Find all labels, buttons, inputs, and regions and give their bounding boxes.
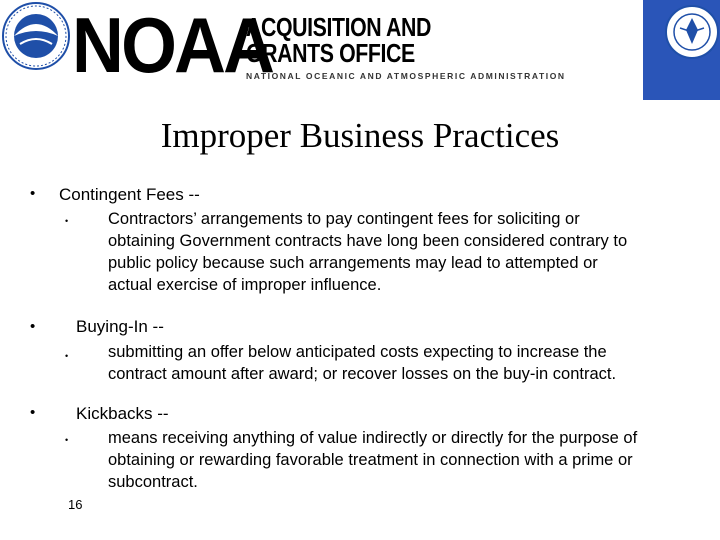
bullet-icon: • [30,185,36,202]
detail-line: subcontract. [108,473,198,491]
detail-line: Contractors’ arrangements to pay contingent fees for soliciting or [108,210,580,228]
detail-line: obtaining or rewarding favorable treatment in connection with a prime or [108,451,633,469]
org-subtitle: NATIONAL OCEANIC AND ATMOSPHERIC ADMINISTRATION [246,71,566,81]
sub-bullet-icon: • [65,435,69,445]
bullet-icon: • [30,318,36,335]
detail-line: contract amount after award; or recover losses on the buy-in contract. [108,365,617,383]
noaa-seal-icon [2,2,70,70]
org-name-line2: GRANTS OFFICE [246,38,415,68]
detail-line: submitting an offer below anticipated costs expecting to increase the [108,343,607,361]
slide-title: Improper Business Practices [160,116,560,155]
section-heading-buying-in: Buying-In -- [76,317,164,336]
header-banner [0,0,720,100]
noaa-logo-text: NOAA [72,1,273,89]
detail-line: public policy because such arrangements may lead to attempted or [108,254,598,272]
commerce-seal-icon [664,4,720,60]
page-number: 16 [68,497,83,512]
sub-bullet-icon: • [65,216,69,226]
bullet-icon: • [30,404,36,421]
org-name-line1: ACQUISITION AND [246,12,431,42]
detail-line: obtaining Government contracts have long been considered contrary to [108,232,628,250]
detail-line: actual exercise of improper influence. [108,276,382,294]
sub-bullet-icon: • [65,351,69,361]
section-heading-contingent-fees: Contingent Fees -- [59,185,200,204]
section-heading-kickbacks: Kickbacks -- [76,404,169,423]
detail-line: means receiving anything of value indirectly or directly for the purpose of [108,429,638,447]
